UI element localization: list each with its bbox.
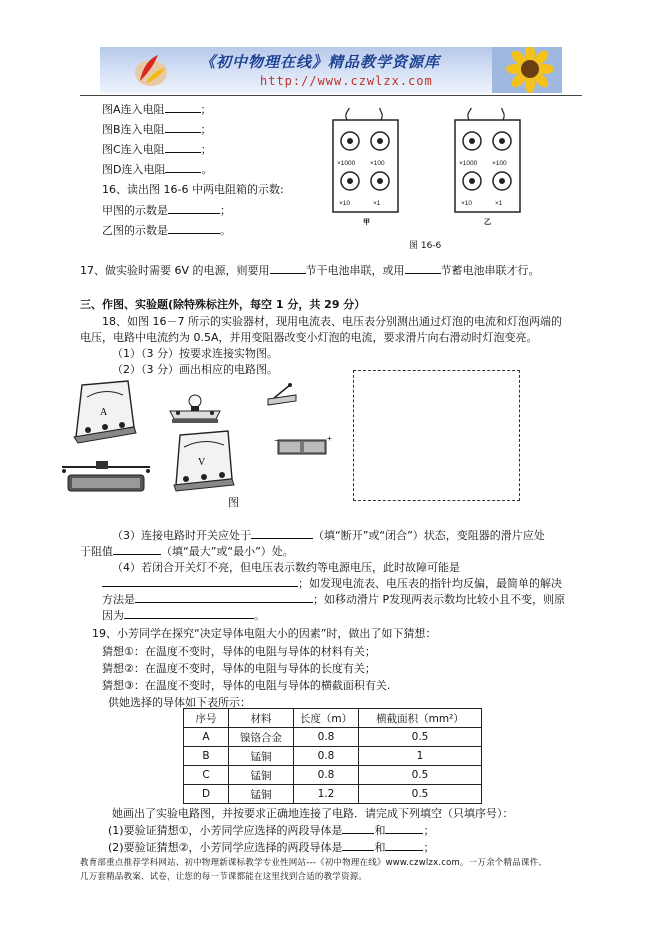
table-cell: A [184,728,229,747]
jia-mult-1000: ×1000 [337,160,356,167]
figure-16-7-apparatus [60,375,350,510]
q18-part-3-line-2: 于阻值 （填“最大”或“最小”）处。 [80,545,294,558]
jia-mult-1: ×1 [373,200,381,207]
q18-fault-blank[interactable] [102,575,298,587]
q16-yi-blank[interactable] [168,222,220,234]
q18-switch-state-blank[interactable] [251,527,313,539]
table-header-row [184,709,482,728]
q18-part-1: （1）（3 分）按要求连接实物图。 [112,347,278,360]
header-url[interactable]: http://www.czwlzx.com [260,74,433,88]
q15-line-a: 图A连入电阻 ； [102,103,212,116]
table-row [184,785,482,804]
q18-method-blank[interactable] [135,591,313,603]
q18-part-2: （2）（3 分）画出相应的电路图。 [112,363,278,376]
q18-part-4-line-4: 因为 。 [102,609,265,622]
table-cell: 镍铬合金 [229,728,294,747]
voltmeter-image [174,431,234,491]
svg-text:−: − [274,436,279,445]
yi-mult-10: ×10 [461,200,473,207]
conductor-table [183,708,482,804]
q19-verify-2-blank-a[interactable] [342,839,374,851]
q15-line-d: 图D连入电阻 。 [102,163,213,176]
q18-resistance-blank[interactable] [113,543,161,555]
q18-part-3-line-1: （3）连接电路时开关应处于 （填“断开”或“闭合”）状态，变阻器的滑片应处 [112,529,545,542]
q19-verify-2-blank-b[interactable] [385,839,423,851]
q19-intro: 19、小芳同学在探究“决定导体电阻大小的因素”时，做出了如下猜想： [92,627,437,640]
yi-mult-1: ×1 [495,200,503,207]
table-header-cell: 材料 [229,709,294,728]
table-cell: 0.8 [294,747,359,766]
table-cell: 0.8 [294,766,359,785]
yi-mult-100: ×100 [492,160,507,167]
site-logo-icon [134,51,168,89]
q17-line: 17、做实验时需要 6V 的电源，则要用 节干电池串联，或用 节蓄电池串联才行。 [80,264,540,277]
q16-jia-line: 甲图的示数是 ； [102,204,231,217]
q18-line-1: 18、如图 16－7 所示的实验器材，现用电流表、电压表分别测出通过灯泡的电流和灯泡两端的 [102,315,562,328]
table-cell: 锰铜 [229,747,294,766]
q19-hypothesis-2: 猜想②：在温度不变时，导体的电阻与导体的长度有关； [102,662,376,675]
q15-blank-a[interactable] [165,101,201,113]
header-rule [80,95,582,96]
switch-image [268,383,296,405]
figure-16-6-resistance-boxes [325,108,525,226]
voltmeter-letter: V [198,457,206,468]
q16-text: 16、读出图 16-6 中两电阻箱的示数: [102,183,284,196]
q15-line-c: 图C连入电阻 ； [102,143,212,156]
table-cell: 锰铜 [229,766,294,785]
q19-table-intro: 供她选择的导体如下表所示： [108,696,251,709]
jia-mult-10: ×10 [339,200,351,207]
section-3-heading: 三、作图、实验题(除特殊标注外，每空 1 分，共 29 分） [80,298,366,311]
table-cell: 1.2 [294,785,359,804]
q19-hypothesis-1: 猜想①：在温度不变时，导体的电阻与导体的材料有关； [102,645,376,658]
header-banner [100,47,562,93]
table-row [184,728,482,747]
q16-jia-blank[interactable] [168,202,220,214]
q16-yi-line: 乙图的示数是 。 [102,224,231,237]
q19-verify-2: (2)要验证猜想②，小芳同学应选择的两段导体是 和 ； [108,841,435,854]
figure-yi-label: 乙 [484,219,491,226]
table-cell: 锰铜 [229,785,294,804]
q19-verify-1-blank-b[interactable] [385,822,423,834]
table-cell: C [184,766,229,785]
q19-verify-1: (1)要验证猜想①，小芳同学应选择的两段导体是 和 ； [108,824,435,837]
svg-text:+: + [327,434,332,443]
ammeter-image [74,381,136,443]
table-cell: 1 [359,747,482,766]
resistance-box-yi [455,108,520,212]
jia-mult-100: ×100 [370,160,385,167]
circuit-diagram-answer-box[interactable] [353,370,520,501]
yi-mult-1000: ×1000 [459,160,478,167]
q17-blank-2[interactable] [405,262,441,274]
table-cell: 0.5 [359,766,482,785]
q18-part-4-line-1: （4）若闭合开关灯不亮，但电压表示数约等电源电压，此时故障可能是 [112,561,460,574]
table-cell: D [184,785,229,804]
table-header-cell: 横截面积（mm²） [359,709,482,728]
table-cell: 0.5 [359,785,482,804]
q15-blank-c[interactable] [165,141,201,153]
footer-line-1: 教育部重点推荐学科网站、初中物理新课标教学专业性网站---《初中物理在线》www.czwlzx.com。一万余个精品课件、 [80,858,547,868]
q17-blank-1[interactable] [270,262,306,274]
rheostat-image [62,461,150,491]
q15-blank-d[interactable] [165,161,201,173]
q18-part-4-line-2: ；如发现电流表、电压表的指针均反偏，最简单的解决 [102,575,562,591]
lamp-image [170,395,220,423]
q19-hypothesis-3: 猜想③：在温度不变时，导体的电阻与导体的横截面积有关. [102,679,391,692]
q18-line-2: 电压，电路中电流约为 0.5A，并用变阻器改变小灯泡的电流，要求滑片向右滑动时灯泡变亮。 [80,331,538,344]
table-header-cell: 序号 [184,709,229,728]
table-row [184,747,482,766]
figure-16-6-caption: 图 16-6 [409,241,442,251]
q15-blank-b[interactable] [165,121,201,133]
ammeter-letter: A [100,407,108,418]
q19-instruction: 她画出了实验电路图，并按要求正确地连接了电路．请完成下列填空（只填序号）： [112,807,514,820]
figure-jia-label: 甲 [363,219,370,226]
table-cell: 0.8 [294,728,359,747]
figure-16-7-label: 图 [228,496,239,509]
sunflower-image [492,47,562,93]
table-cell: 0.5 [359,728,482,747]
q18-part-4-line-3: 方法是 ；如移动滑片 P发现两表示数均比较小且不变，则原 [102,593,566,606]
footer-line-2: 几万套精品教案、试卷，让您的每一节课都能在这里找到合适的教学资源。 [80,872,368,882]
resistance-box-jia [333,108,398,212]
q15-line-b: 图B连入电阻 ； [102,123,212,136]
table-header-cell: 长度（m） [294,709,359,728]
table-cell: B [184,747,229,766]
header-title: 《初中物理在线》精品教学资源库 [200,53,441,71]
battery-pack-image [274,434,332,454]
table-row [184,766,482,785]
q19-verify-1-blank-a[interactable] [342,822,374,834]
q18-reason-blank[interactable] [124,607,254,619]
